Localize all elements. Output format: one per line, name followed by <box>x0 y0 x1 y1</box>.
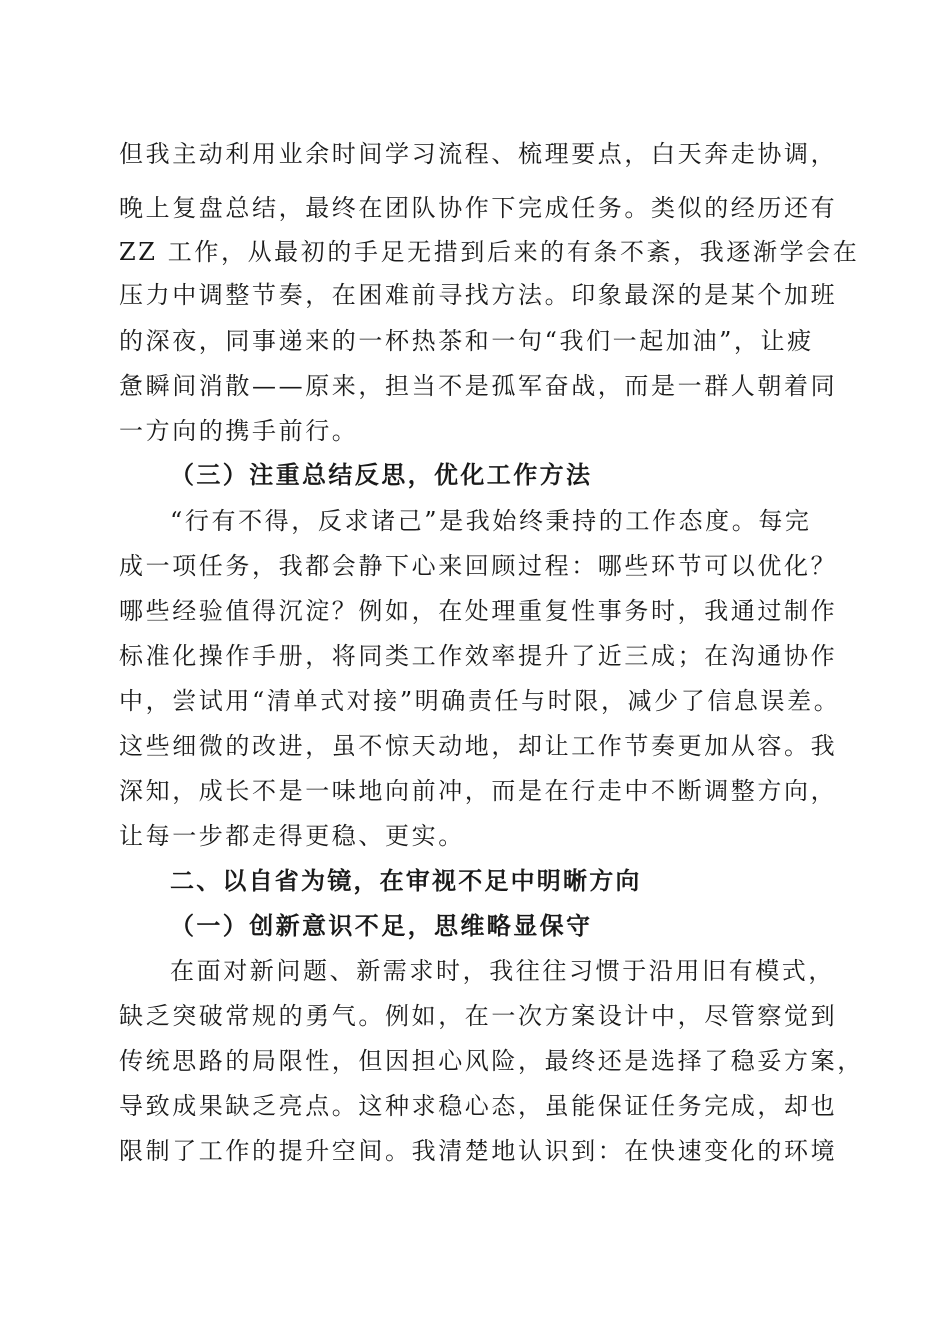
body-text-line: 中，尝试用“清单式对接”明确责任与时限，减少了信息误差。 <box>119 687 841 715</box>
body-text-line: 在面对新问题、新需求时，我往往习惯于沿用旧有模式， <box>170 957 835 985</box>
body-text-line: 压力中调整节奏，在困难前寻找方法。印象最深的是某个加班 <box>119 281 838 309</box>
body-text-line: 但我主动利用业余时间学习流程、梳理要点，白天奔走协调， <box>119 140 838 168</box>
body-text-line: 限制了工作的提升空间。我清楚地认识到：在快速变化的环境 <box>119 1137 838 1165</box>
section-subheading: （三）注重总结反思，优化工作方法 <box>170 460 593 489</box>
body-text-line: 一方向的携手前行。 <box>119 417 359 445</box>
body-text-line: “行有不得，反求诸己”是我始终秉持的工作态度。每完 <box>170 507 812 535</box>
body-text-line: 缺乏突破常规的勇气。例如，在一次方案设计中，尽管察觉到 <box>119 1002 838 1030</box>
body-text-line: 这些细微的改进，虽不惊天动地，却让工作节奏更加从容。我 <box>119 732 838 760</box>
section-heading: 二、以自省为镜，在审视不足中明晰方向 <box>170 866 642 895</box>
body-text-line: 深知，成长不是一味地向前冲，而是在行走中不断调整方向， <box>119 777 838 805</box>
body-text-line: 成一项任务，我都会静下心来回顾过程：哪些环节可以优化？ <box>119 552 838 580</box>
body-text-line: 哪些经验值得沉淀？例如，在处理重复性事务时，我通过制作 <box>119 597 838 625</box>
body-text-line: 导致成果缺乏亮点。这种求稳心态，虽能保证任务完成，却也 <box>119 1092 838 1120</box>
body-text-line: 晚上复盘总结，最终在团队协作下完成任务。类似的经历还有 <box>119 194 838 222</box>
body-text-line: 标准化操作手册，将同类工作效率提升了近三成；在沟通协作 <box>119 642 838 670</box>
body-text-line: 的深夜，同事递来的一杯热茶和一句“我们一起加油”，让疲 <box>119 327 814 355</box>
section-subheading: （一）创新意识不足，思维略显保守 <box>170 911 593 940</box>
body-text-line: ZZ 工作，从最初的手足无措到后来的有条不紊，我逐渐学会在 <box>119 238 860 266</box>
body-text-line: 惫瞬间消散——原来，担当不是孤军奋战，而是一群人朝着同 <box>119 372 838 400</box>
body-text-line: 传统思路的局限性，但因担心风险，最终还是选择了稳妥方案， <box>119 1047 864 1075</box>
body-text-line: 让每一步都走得更稳、更实。 <box>119 822 465 850</box>
